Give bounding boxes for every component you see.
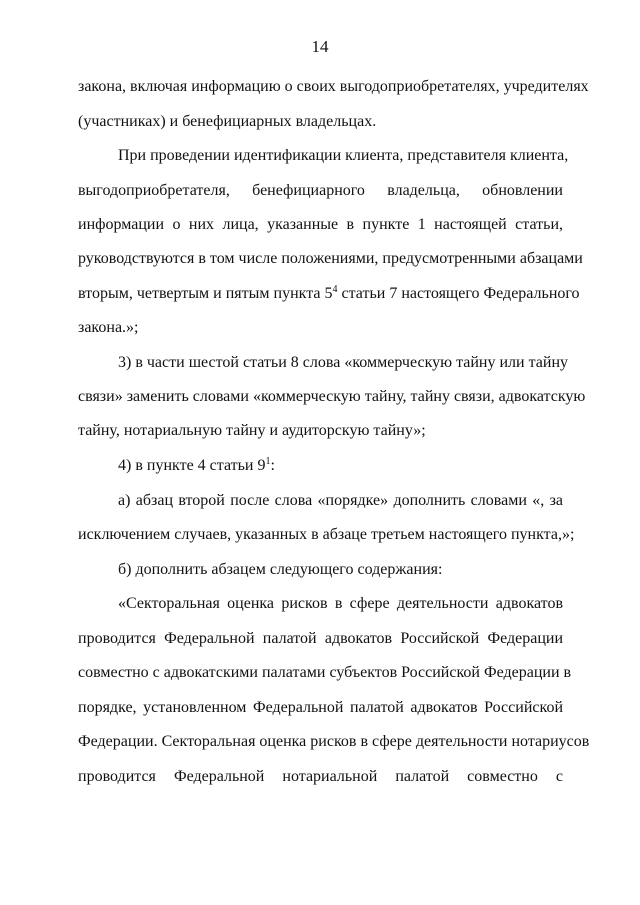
- text-segment: :: [270, 457, 275, 474]
- text-line: закона.»;: [78, 319, 139, 336]
- text-line-with-superscript: [118, 456, 563, 476]
- superscript: 1: [265, 456, 271, 467]
- text-line: порядке, установленном Федеральной палатой адвокатов Российской: [78, 699, 563, 716]
- text-line: При проведении идентификации клиента, представителя клиента,: [118, 147, 569, 164]
- text-line: б) дополнить абзацем следующего содержания:: [118, 561, 443, 578]
- text-line: Федерации. Секторальная оценка рисков в сфере деятельности нотариусов: [78, 733, 590, 750]
- text-line: совместно с адвокатскими палатами субъектов Российской Федерации в: [78, 664, 572, 681]
- text-line: руководствуются в том числе положениями, предусмотренными абзацами: [78, 250, 583, 267]
- text-line: закона, включая информацию о своих выгодоприобретателях, учредителях: [78, 78, 589, 95]
- text-segment: 4) в пункте 4 статьи 9: [118, 457, 266, 474]
- text-line: 3) в части шестой статьи 8 слова «коммерческую тайну или тайну: [118, 354, 569, 371]
- text-line-with-superscript: [78, 284, 580, 304]
- text-line: проводится Федеральной палатой адвокатов Российской Федерации: [78, 630, 563, 647]
- text-segment: статьи 7 настоящего Федерального: [337, 285, 580, 302]
- text-line: информации о них лица, указанные в пункте 1 настоящей статьи,: [78, 216, 563, 233]
- page-number: 14: [311, 37, 329, 56]
- text-line: выгодоприобретателя, бенефициарного владельца, обновлении: [78, 182, 563, 199]
- text-line: «Секторальная оценка рисков в сфере деятельности адвокатов: [118, 595, 563, 612]
- text-line: исключением случаев, указанных в абзаце третьем настоящего пункта,»;: [78, 526, 575, 543]
- text-line: а) абзац второй после слова «порядке» дополнить словами «, за: [118, 492, 563, 509]
- superscript: 4: [332, 284, 338, 295]
- text-line: проводится Федеральной нотариальной палатой совместно с: [78, 768, 563, 785]
- text-line: тайну, нотариальную тайну и аудиторскую тайну»;: [78, 422, 426, 439]
- text-segment: вторым, четвертым и пятым пункта 5: [78, 285, 333, 302]
- text-line: (участниках) и бенефициарных владельцах.: [78, 113, 377, 130]
- text-line: связи» заменить словами «коммерческую тайну, тайну связи, адвокатскую: [78, 388, 586, 405]
